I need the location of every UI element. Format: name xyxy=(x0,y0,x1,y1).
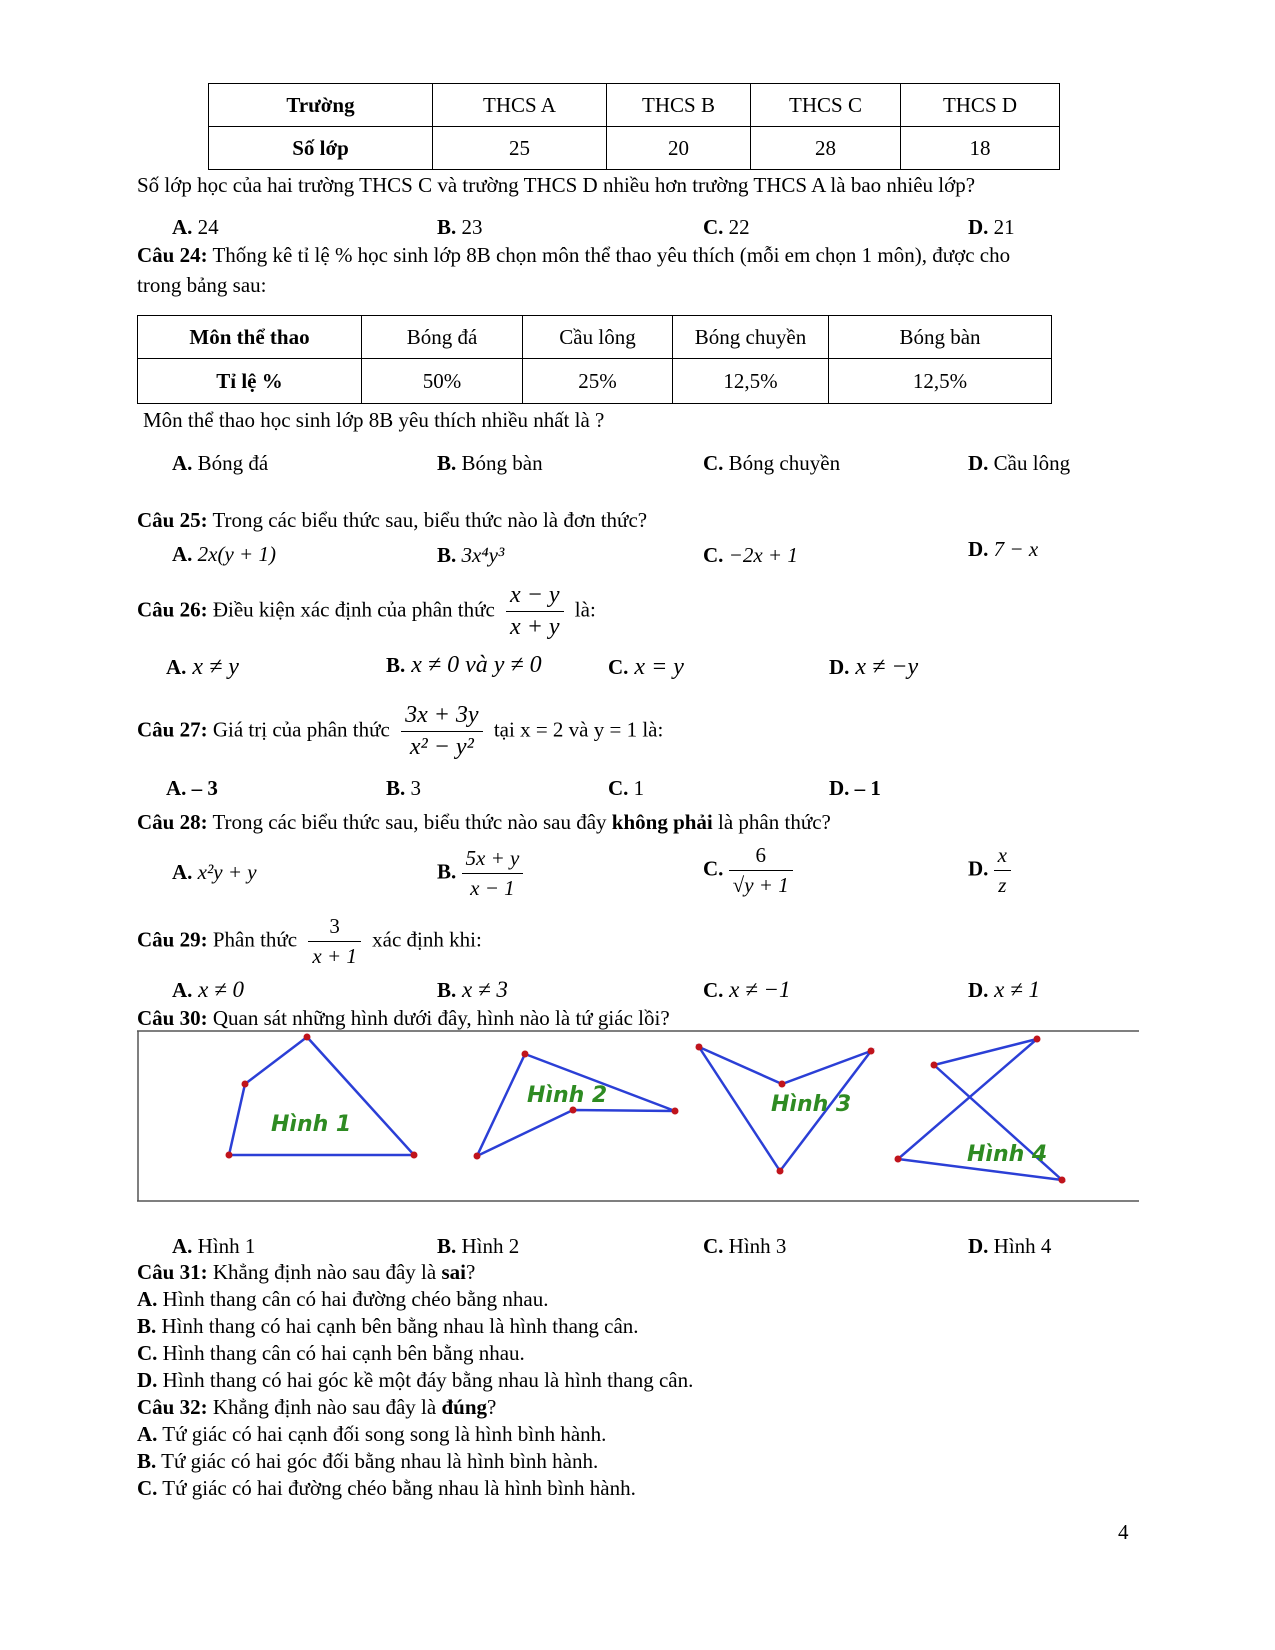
vertex-point xyxy=(411,1152,418,1159)
table-header-cell: Bóng chuyền xyxy=(673,316,829,359)
q31-option-c: C. Hình thang cân có hai cạnh bên bằng nhau. xyxy=(137,1341,525,1365)
vertex-point xyxy=(931,1062,938,1069)
sport-preference-table xyxy=(137,315,1052,404)
q26-question: Câu 26: Điều kiện xác định của phân thức $\frac{x - y}{x + y}$ là: xyxy=(137,582,596,640)
figure-label-3: Hình 3 xyxy=(771,1092,852,1117)
q26-option-c: C. x = y xyxy=(608,654,684,680)
q28-option-b: B. $\frac{5x + y}{x - 1}$ xyxy=(437,846,523,901)
q31-option-d: D. Hình thang có hai góc kề một đáy bằng nhau là hình thang cân. xyxy=(137,1368,694,1392)
q27-fraction: $\frac{3x + 3y}{\text{x² − y²}}$ xyxy=(401,702,483,761)
q23-option-d: D. 21 xyxy=(968,215,1015,239)
q29-fraction: $\frac{3}{x + 1}$ xyxy=(308,914,361,969)
q27-option-d: D. – 1 xyxy=(829,776,881,800)
q24-question: Câu 24: Thống kê tỉ lệ % học sinh lớp 8B chọn môn thể thao yêu thích (mỗi em chọn 1 môn), được cho xyxy=(137,243,1011,267)
q29-option-a: A. x ≠ 0 xyxy=(172,977,245,1002)
vertex-point xyxy=(1034,1036,1041,1043)
q29-option-c: C. x ≠ −1 xyxy=(703,977,791,1002)
vertex-point xyxy=(304,1034,311,1041)
table-cell: 12,5% xyxy=(829,359,1052,404)
table-header-cell: THCS B xyxy=(607,84,751,127)
q28-question: Câu 28: Trong các biểu thức sau, biểu thức nào sau đây không phải là phân thức? xyxy=(137,810,831,834)
q24-option-c: C. Bóng chuyền xyxy=(703,451,841,475)
q29-option-b: B. x ≠ 3 xyxy=(437,977,508,1002)
q28-option-a: A. x²y + y xyxy=(172,860,257,884)
q29-option-d: D. x ≠ 1 xyxy=(968,977,1041,1002)
q30-question: Câu 30: Quan sát những hình dưới đây, hình nào là tứ giác lồi? xyxy=(137,1006,670,1030)
table-header-cell: THCS D xyxy=(901,84,1060,127)
table-cell: Tỉ lệ % xyxy=(138,359,362,404)
q24-sub-question: Môn thể thao học sinh lớp 8B yêu thích nhiều nhất là ? xyxy=(143,408,605,432)
figure-1-quadrilateral xyxy=(229,1037,414,1155)
q23-option-a: A. 24 xyxy=(172,215,219,239)
q24-option-a: A. Bóng đá xyxy=(172,451,269,475)
q25-option-c: C. −2x + 1 xyxy=(703,543,798,567)
q23-option-c: C. 22 xyxy=(703,215,750,239)
q32-option-c: C. Tứ giác có hai đường chéo bằng nhau là hình bình hành. xyxy=(137,1476,636,1500)
q26-fraction: $\frac{x - y}{x + y}$ xyxy=(506,582,564,641)
table-cell: 18 xyxy=(901,127,1060,170)
q32-question: Câu 32: Khẳng định nào sau đây là đúng? xyxy=(137,1395,497,1419)
q27-option-b: B. 3 xyxy=(386,776,422,800)
vertex-point xyxy=(779,1081,786,1088)
q30-option-c: C. Hình 3 xyxy=(703,1234,787,1258)
quadrilateral-figures xyxy=(137,1030,1139,1202)
q27-option-a: A. – 3 xyxy=(166,776,218,800)
vertex-point xyxy=(672,1108,679,1115)
table-header-cell: Trường xyxy=(209,84,433,127)
q24-option-d: D. Cầu lông xyxy=(968,451,1071,475)
figure-label-4: Hình 4 xyxy=(967,1142,1048,1167)
table-header-cell: THCS C xyxy=(751,84,901,127)
q25-question: Câu 25: Trong các biểu thức sau, biểu thức nào là đơn thức? xyxy=(137,508,648,532)
q25-option-d: D. 7 − x xyxy=(968,537,1039,561)
table-cell: 25 xyxy=(433,127,607,170)
q26-option-b: B. x ≠ 0 và y ≠ 0 xyxy=(386,652,542,678)
q31-option-b: B. Hình thang có hai cạnh bên bằng nhau là hình thang cân. xyxy=(137,1314,639,1338)
table-cell: 50% xyxy=(362,359,523,404)
table-header-cell: Cầu lông xyxy=(523,316,673,359)
table-header-cell: THCS A xyxy=(433,84,607,127)
vertex-point xyxy=(868,1048,875,1055)
table-cell: 12,5% xyxy=(673,359,829,404)
vertex-point xyxy=(226,1152,233,1159)
table-header-cell: Bóng bàn xyxy=(829,316,1052,359)
vertex-point xyxy=(696,1044,703,1051)
school-classes-table xyxy=(208,83,1060,170)
q28-d-fraction: $\frac{x}{z}$ xyxy=(994,843,1011,898)
q26-option-a: A. x ≠ y xyxy=(166,654,239,680)
q32-option-b: B. Tứ giác có hai góc đối bằng nhau là hình bình hành. xyxy=(137,1449,599,1473)
q28-b-fraction: $\frac{5x + y}{x - 1}$ xyxy=(462,846,524,901)
q29-question: Câu 29: Phân thức $\frac{3}{x + 1}$ xác định khi: xyxy=(137,914,482,968)
q27-question: Câu 27: Giá trị của phân thức $\frac{3x + 3y}{\text{x² − y²}}$ tại x = 2 và y = 1 là: xyxy=(137,702,664,760)
q25-option-a: A. 2x(y + 1) xyxy=(172,542,276,566)
q32-option-a: A. Tứ giác có hai cạnh đối song song là hình bình hành. xyxy=(137,1422,607,1446)
vertex-point xyxy=(895,1156,902,1163)
figure-label-2: Hình 2 xyxy=(527,1083,608,1108)
q28-option-d: D. $\frac{x}{z}$ xyxy=(968,843,1011,898)
q28-option-c: C. $\frac{6}{√y + 1}$ xyxy=(703,843,793,898)
q31-question: Câu 31: Khẳng định nào sau đây là sai? xyxy=(137,1260,476,1284)
table-cell: 25% xyxy=(523,359,673,404)
vertex-point xyxy=(242,1081,249,1088)
q30-option-a: A. Hình 1 xyxy=(172,1234,256,1258)
q31-option-a: A. Hình thang cân có hai đường chéo bằng nhau. xyxy=(137,1287,549,1311)
table-cell: Số lớp xyxy=(209,127,433,170)
q28-c-fraction: $\frac{6}{√y + 1}$ xyxy=(729,843,793,898)
figure-label-1: Hình 1 xyxy=(271,1112,352,1137)
q23-option-b: B. 23 xyxy=(437,215,483,239)
q23-question: Số lớp học của hai trường THCS C và trường THCS D nhiều hơn trường THCS A là bao nhiêu lớp? xyxy=(137,173,976,197)
table-header-cell: Bóng đá xyxy=(362,316,523,359)
page-number: 4 xyxy=(1118,1520,1129,1544)
q26-option-d: D. x ≠ −y xyxy=(829,654,919,680)
q25-option-b: B. 3x⁴y³ xyxy=(437,543,505,567)
table-cell: 28 xyxy=(751,127,901,170)
table-header-cell: Môn thể thao xyxy=(138,316,362,359)
table-cell: 20 xyxy=(607,127,751,170)
vertex-point xyxy=(522,1051,529,1058)
vertex-point xyxy=(1059,1177,1066,1184)
q24-question-cont: trong bảng sau: xyxy=(137,273,267,297)
vertex-point xyxy=(474,1153,481,1160)
vertex-point xyxy=(777,1168,784,1175)
q27-option-c: C. 1 xyxy=(608,776,645,800)
q30-option-b: B. Hình 2 xyxy=(437,1234,520,1258)
q24-option-b: B. Bóng bàn xyxy=(437,451,543,475)
q30-option-d: D. Hình 4 xyxy=(968,1234,1052,1258)
